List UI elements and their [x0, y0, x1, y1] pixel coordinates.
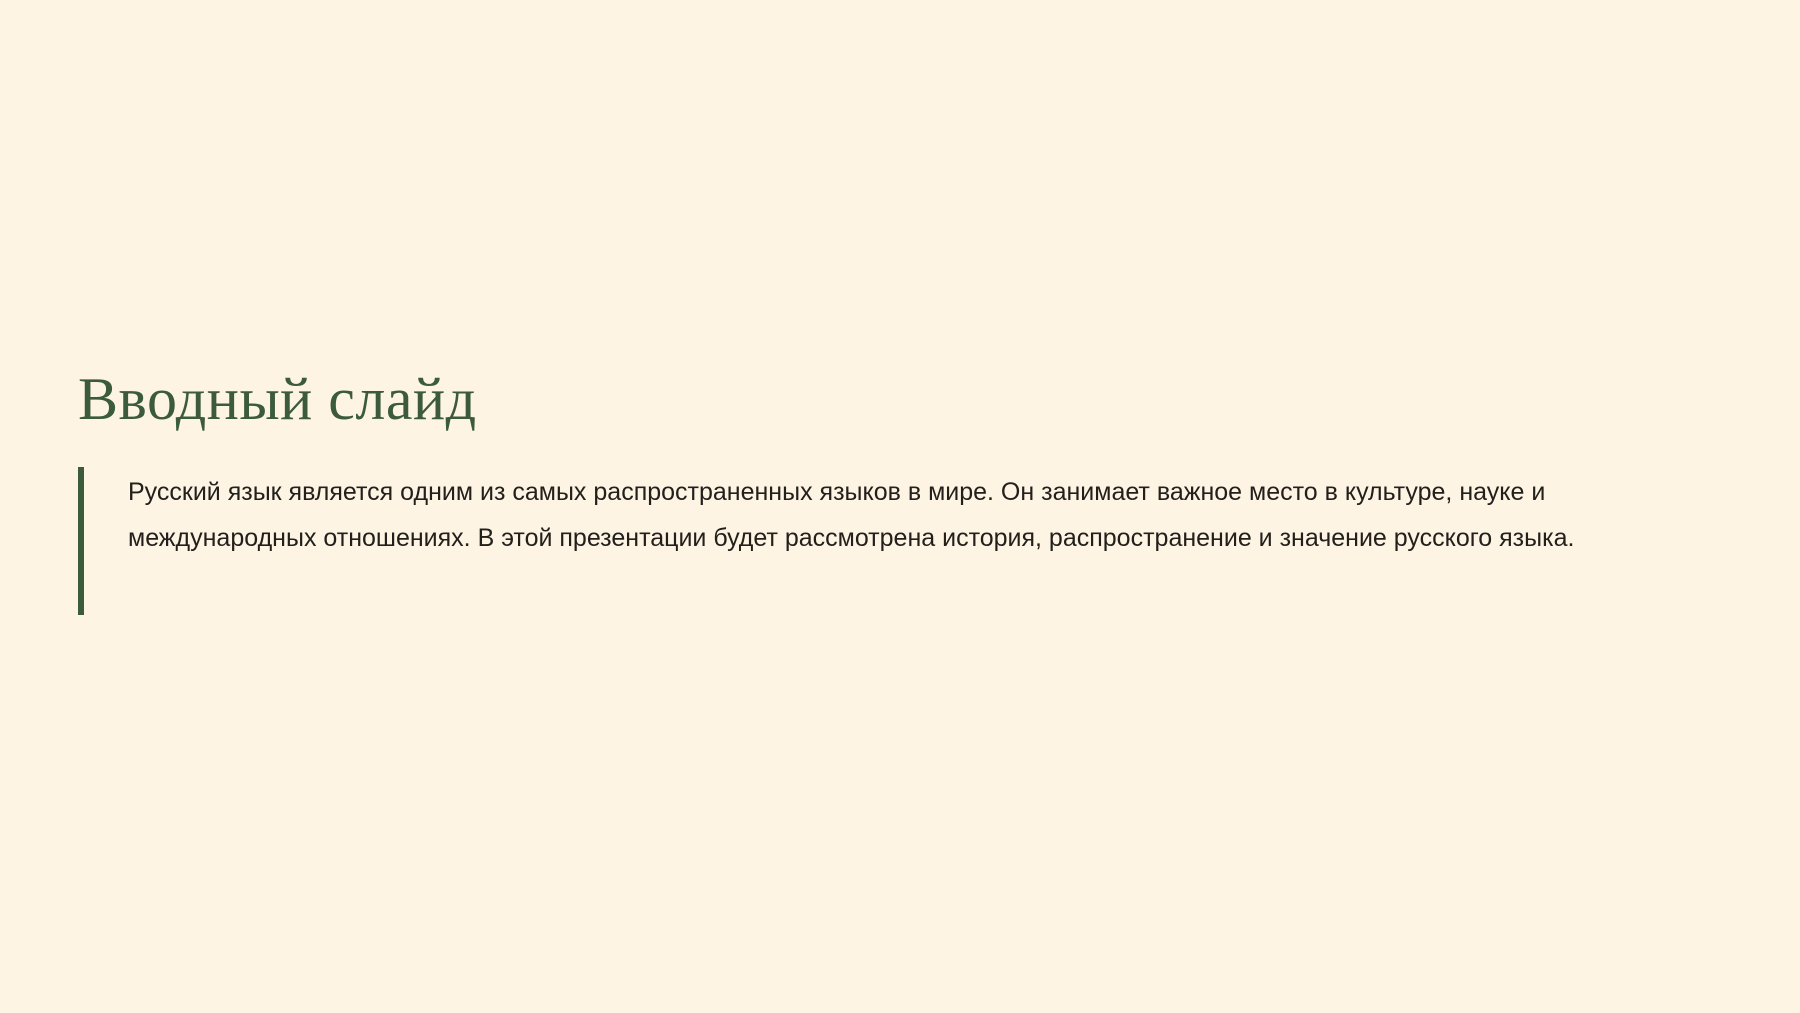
- body-paragraph: Русский язык является одним из самых распространенных языков в мире. Он занимает важное место в культуре, науке и международных отношениях. В этой презентации будет рассмотрена история, распространение и значение русского языка.: [128, 478, 1575, 553]
- page-title: Вводный слайд: [78, 366, 477, 432]
- accent-bar: [78, 467, 84, 615]
- body-block: [78, 467, 1638, 615]
- slide-content: [78, 366, 1638, 615]
